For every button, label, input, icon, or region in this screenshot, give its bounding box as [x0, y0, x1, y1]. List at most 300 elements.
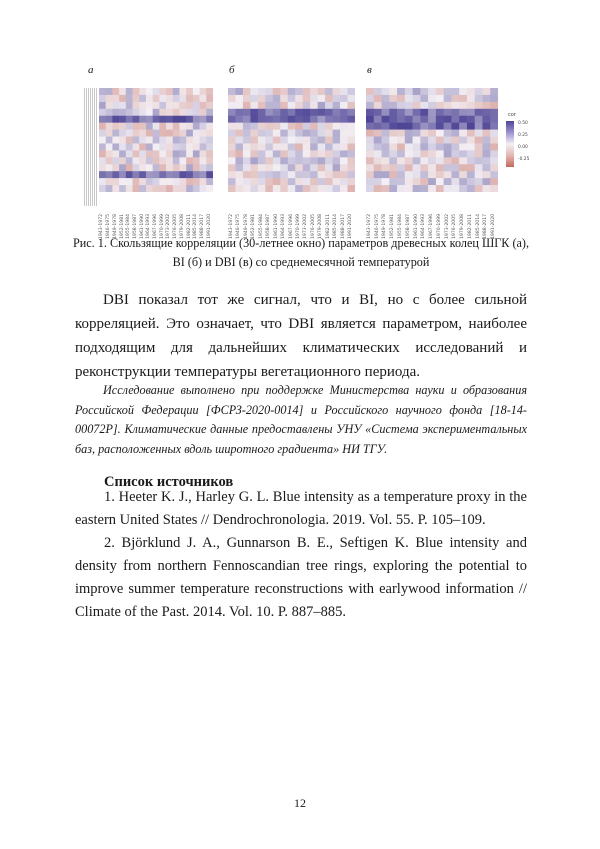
column-label: 1985-2014: [475, 213, 481, 239]
heatmap-cell: [179, 143, 186, 150]
heatmap-cell: [444, 116, 452, 123]
heatmap-cell: [413, 95, 421, 102]
heatmap-cell: [389, 116, 397, 123]
heatmap-cell: [243, 171, 251, 178]
heatmap-cell: [397, 178, 405, 185]
heatmap-cell: [467, 185, 475, 192]
caption-line-1: Рис. 1. Скользящие корреляции (30-летнее окно) параметров древесных колец ШГК (а),: [72, 236, 530, 250]
heatmap-cell: [193, 88, 200, 95]
heatmap-cell: [133, 123, 140, 130]
heatmap-cell: [475, 178, 483, 185]
heatmap-cell: [243, 143, 251, 150]
heatmap-cell: [482, 171, 490, 178]
heatmap-cell: [258, 157, 266, 164]
legend-color-bar: [506, 121, 514, 167]
heatmap-cell: [280, 130, 288, 137]
heatmap-cell: [366, 123, 374, 130]
heatmap-cell: [482, 88, 490, 95]
heatmap-cell: [119, 185, 126, 192]
heatmap-cell: [265, 137, 273, 144]
heatmap-cell: [99, 137, 106, 144]
heatmap-cell: [420, 171, 428, 178]
heatmap-cell: [265, 123, 273, 130]
heatmap-cell: [295, 109, 303, 116]
heatmap-cell: [318, 178, 326, 185]
heatmap-cell: [340, 185, 348, 192]
heatmap-cell: [374, 143, 382, 150]
heatmap-cell: [382, 164, 390, 171]
heatmap-cell: [397, 157, 405, 164]
heatmap-cell: [467, 88, 475, 95]
heatmap-cell: [228, 88, 236, 95]
heatmap-cell: [273, 157, 281, 164]
column-label: 1982-2011: [186, 213, 192, 239]
column-label: 1970-1999: [436, 213, 442, 239]
heatmap-cell: [318, 116, 326, 123]
heatmap-cell: [405, 150, 413, 157]
heatmap-cell: [459, 137, 467, 144]
row-label-mark: [84, 159, 98, 167]
heatmap-cell: [420, 116, 428, 123]
heatmap-cell: [310, 171, 318, 178]
heatmap-cell: [250, 150, 258, 157]
heatmap-cell: [413, 88, 421, 95]
heatmap-cell: [490, 95, 498, 102]
heatmap-cell: [258, 178, 266, 185]
heatmap-cell: [206, 123, 213, 130]
heatmap-cell: [206, 150, 213, 157]
heatmap-cell: [382, 137, 390, 144]
heatmap-cell: [179, 171, 186, 178]
body-paragraph: DBI показал тот же сигнал, что и BI, но с более сильной корреляцией. Это означает, что DBI является параметром, наиболее подходящим для дальнейших климатических исследований и реконструкции температуры вегетационного периода.: [75, 292, 527, 380]
heatmap-cell: [112, 164, 119, 171]
heatmap-cell: [420, 102, 428, 109]
heatmap-cell: [295, 185, 303, 192]
heatmap-cell: [273, 137, 281, 144]
heatmap-cell: [265, 109, 273, 116]
heatmap-cell: [265, 95, 273, 102]
heatmap-cell: [228, 150, 236, 157]
heatmap-cell: [413, 157, 421, 164]
heatmap-cell: [159, 171, 166, 178]
row-label-mark: [84, 183, 98, 191]
heatmap-cell: [348, 109, 355, 116]
heatmap-cell: [318, 185, 326, 192]
heatmap-cell: [475, 185, 483, 192]
heatmap-cell: [173, 88, 180, 95]
heatmap-cell: [265, 116, 273, 123]
heatmap-cell: [179, 137, 186, 144]
heatmap-cell: [318, 164, 326, 171]
heatmap-cell: [265, 185, 273, 192]
heatmap-cell: [436, 137, 444, 144]
panel-letter-b: б: [229, 64, 235, 76]
heatmap-cell: [288, 137, 296, 144]
heatmap-cell: [436, 102, 444, 109]
heatmap-cell: [389, 185, 397, 192]
heatmap-cell: [444, 143, 452, 150]
heatmap-cell: [153, 116, 160, 123]
heatmap-cell: [159, 102, 166, 109]
heatmap-cell: [295, 123, 303, 130]
heatmap-cell: [119, 164, 126, 171]
reference-item: 1. Heeter K. J., Harley G. L. Blue intensity as a temperature proxy in the eastern United States // Dendrochronologia. 2019. Vol. 55. P. 105–109.: [75, 489, 527, 528]
heatmap-cell: [325, 116, 333, 123]
heatmap-cell: [166, 109, 173, 116]
heatmap-cell: [333, 130, 341, 137]
heatmap-cell: [139, 137, 146, 144]
heatmap-cell: [159, 123, 166, 130]
heatmap-cell: [451, 95, 459, 102]
heatmap-cell: [444, 171, 452, 178]
heatmap-cell: [413, 102, 421, 109]
heatmap-cell: [374, 116, 382, 123]
heatmap-cell: [273, 185, 281, 192]
heatmap-cell: [389, 171, 397, 178]
heatmap-cell: [193, 150, 200, 157]
heatmap-cell: [159, 143, 166, 150]
heatmap-cell: [280, 150, 288, 157]
heatmap-cell: [200, 150, 207, 157]
heatmap-cell: [340, 143, 348, 150]
heatmap-cell: [106, 171, 113, 178]
heatmap-cell: [173, 95, 180, 102]
heatmap-cell: [333, 143, 341, 150]
column-label: 1946-1975: [106, 213, 112, 239]
heatmap-cell: [490, 178, 498, 185]
heatmap-cell: [250, 109, 258, 116]
column-label: 1964-1993: [146, 213, 152, 239]
heatmap-cell: [280, 157, 288, 164]
heatmap-cell: [459, 150, 467, 157]
heatmap-cell: [139, 88, 146, 95]
heatmap-cell: [186, 130, 193, 137]
heatmap-cell: [405, 109, 413, 116]
heatmap-cell: [112, 137, 119, 144]
heatmap-cell: [366, 116, 374, 123]
heatmap-cell: [436, 143, 444, 150]
heatmap-cell: [119, 137, 126, 144]
heatmap-cell: [243, 185, 251, 192]
heatmap-cell: [475, 130, 483, 137]
heatmap-cell: [186, 157, 193, 164]
heatmap-cell: [139, 150, 146, 157]
row-label-mark: [84, 120, 98, 128]
column-label: 1979-2008: [460, 213, 466, 239]
heatmap-cell: [310, 123, 318, 130]
heatmap-cell: [482, 109, 490, 116]
heatmap-cell: [382, 116, 390, 123]
heatmap-cell: [459, 109, 467, 116]
column-label: 1979-2008: [179, 213, 185, 239]
heatmap-cell: [444, 157, 452, 164]
row-label-mark: [84, 191, 98, 199]
heatmap-cell: [280, 95, 288, 102]
heatmap-cell: [112, 178, 119, 185]
heatmap-cell: [193, 137, 200, 144]
heatmap-cell: [133, 150, 140, 157]
heatmap-cell: [273, 88, 281, 95]
heatmap-cell: [126, 137, 133, 144]
heatmap-cell: [166, 185, 173, 192]
heatmap-cell: [428, 109, 436, 116]
heatmap-cell: [126, 185, 133, 192]
acknowledgement: Исследование выполнено при поддержке Министерства науки и образования Российской Федерации [ФСРЗ-2020-0014] и Российского научного фонда [18-14-00072Р]. Климатические данные предоставлены УНУ «Система экспериментальных баз, расположенных вдоль широтного градиента» НИ ТГУ.: [75, 383, 527, 456]
heatmap-cell: [325, 178, 333, 185]
column-label: 1949-1978: [243, 213, 249, 239]
heatmap-cell: [146, 137, 153, 144]
heatmap-cell: [340, 88, 348, 95]
heatmap-cell: [413, 123, 421, 130]
heatmap-cell: [310, 137, 318, 144]
heatmap-cell: [366, 137, 374, 144]
heatmap-cell: [153, 102, 160, 109]
heatmap-cell: [126, 143, 133, 150]
heatmap-cell: [206, 171, 213, 178]
heatmap-cell: [280, 88, 288, 95]
heatmap-cell: [444, 130, 452, 137]
heatmap-cell: [112, 157, 119, 164]
heatmap-cell: [318, 88, 326, 95]
heatmap-cell: [119, 102, 126, 109]
heatmap-cell: [428, 88, 436, 95]
heatmap-cell: [382, 109, 390, 116]
heatmap-cell: [459, 171, 467, 178]
heatmap-cell: [397, 150, 405, 157]
heatmap-cell: [389, 123, 397, 130]
heatmap-cell: [340, 137, 348, 144]
heatmap-cell: [451, 109, 459, 116]
heatmap-cell: [228, 102, 236, 109]
heatmap-cell: [112, 102, 119, 109]
heatmap-cell: [467, 143, 475, 150]
heatmap-cell: [333, 157, 341, 164]
heatmap-cell: [106, 143, 113, 150]
heatmap-cell: [482, 150, 490, 157]
heatmap-cell: [119, 95, 126, 102]
heatmap-cell: [374, 185, 382, 192]
heatmap-cell: [467, 123, 475, 130]
heatmap-cell: [228, 95, 236, 102]
heatmap-cell: [366, 157, 374, 164]
column-label: 1961-1990: [139, 213, 145, 239]
heatmap-cell: [413, 171, 421, 178]
heatmap-cell: [451, 185, 459, 192]
column-label: 1991-2020: [491, 213, 497, 239]
heatmap-cell: [303, 171, 311, 178]
heatmap-cell: [325, 157, 333, 164]
heatmap-cell: [436, 130, 444, 137]
heatmap-cell: [193, 178, 200, 185]
heatmap-cell: [99, 123, 106, 130]
heatmap-cell: [318, 102, 326, 109]
heatmap-cell: [106, 150, 113, 157]
column-label: 1955-1984: [258, 213, 264, 239]
heatmap-cell: [280, 102, 288, 109]
heatmap-cell: [475, 116, 483, 123]
heatmap-cell: [451, 88, 459, 95]
heatmap-cell: [348, 95, 355, 102]
heatmap-cell: [295, 164, 303, 171]
heatmap-cell: [405, 123, 413, 130]
heatmap-cell: [243, 123, 251, 130]
heatmap-cell: [200, 178, 207, 185]
heatmap-cell: [106, 95, 113, 102]
heatmap-cell: [119, 157, 126, 164]
heatmap-cell: [166, 95, 173, 102]
heatmap-cell: [413, 150, 421, 157]
heatmap-cell: [475, 164, 483, 171]
heatmap-cell: [273, 109, 281, 116]
heatmap-cell: [325, 109, 333, 116]
heatmap-cell: [288, 178, 296, 185]
heatmap-cell: [173, 143, 180, 150]
heatmap-cell: [482, 123, 490, 130]
heatmap-cell: [153, 157, 160, 164]
heatmap-cell: [405, 95, 413, 102]
heatmap-cell: [139, 143, 146, 150]
heatmap-cell: [303, 95, 311, 102]
heatmap-cell: [444, 178, 452, 185]
heatmap-cell: [139, 130, 146, 137]
heatmap-cell: [397, 130, 405, 137]
heatmap-cell: [333, 116, 341, 123]
heatmap-cell: [265, 130, 273, 137]
heatmap-cell: [250, 157, 258, 164]
heatmap-cell: [133, 102, 140, 109]
heatmap-cell: [99, 185, 106, 192]
heatmap-cell: [459, 123, 467, 130]
heatmap-cell: [200, 123, 207, 130]
heatmap-cell: [166, 143, 173, 150]
heatmap-cell: [348, 102, 355, 109]
heatmap-cell: [193, 185, 200, 192]
heatmap-cell: [310, 143, 318, 150]
heatmap-cell: [153, 171, 160, 178]
heatmap-cell: [482, 137, 490, 144]
column-label: 1988-2017: [483, 213, 489, 239]
heatmap-cell: [193, 102, 200, 109]
heatmap-cell: [451, 164, 459, 171]
heatmap-cell: [475, 102, 483, 109]
column-label: 1970-1999: [296, 213, 301, 239]
heatmap-cell: [340, 150, 348, 157]
heatmap-cell: [405, 185, 413, 192]
heatmap-cell: [413, 143, 421, 150]
heatmap-cell: [340, 171, 348, 178]
heatmap-cell: [126, 116, 133, 123]
heatmap-cell: [397, 143, 405, 150]
heatmap-cell: [258, 185, 266, 192]
heatmap-cell: [340, 102, 348, 109]
heatmap-cell: [173, 130, 180, 137]
heatmap-cell: [475, 95, 483, 102]
heatmap-cell: [139, 157, 146, 164]
heatmap-cell: [146, 157, 153, 164]
column-label: 1985-2014: [333, 213, 339, 239]
heatmap-cell: [106, 178, 113, 185]
heatmap-cell: [428, 102, 436, 109]
heatmap-cell: [126, 102, 133, 109]
heatmap-cell: [382, 185, 390, 192]
heatmap-cell: [325, 171, 333, 178]
heatmap-cell: [413, 130, 421, 137]
heatmap-cell: [467, 178, 475, 185]
heatmap-cell: [436, 171, 444, 178]
heatmap-cell: [451, 150, 459, 157]
heatmap-cell: [310, 102, 318, 109]
heatmap-cell: [288, 95, 296, 102]
heatmap-cell: [348, 185, 355, 192]
heatmap-cell: [265, 88, 273, 95]
heatmap-cell: [389, 157, 397, 164]
heatmap-cell: [200, 95, 207, 102]
heatmap-cell: [482, 102, 490, 109]
heatmap-cell: [467, 171, 475, 178]
heatmap-cell: [126, 95, 133, 102]
heatmap-cell: [444, 137, 452, 144]
heatmap-cell: [288, 88, 296, 95]
heatmap-cell: [173, 137, 180, 144]
heatmap-cell: [159, 116, 166, 123]
heatmap-cell: [428, 95, 436, 102]
heatmap-cell: [206, 116, 213, 123]
heatmap-cell: [235, 95, 243, 102]
heatmap-cell: [467, 116, 475, 123]
heatmap-cell: [173, 109, 180, 116]
heatmap-cell: [382, 178, 390, 185]
heatmap-cell: [280, 143, 288, 150]
heatmap-cell: [186, 123, 193, 130]
heatmap-cell: [405, 88, 413, 95]
heatmap-cell: [459, 95, 467, 102]
heatmap-cell: [133, 171, 140, 178]
heatmap-cell: [389, 178, 397, 185]
heatmap-cell: [193, 109, 200, 116]
heatmap-cell: [206, 88, 213, 95]
heatmap-cell: [126, 171, 133, 178]
heatmap-cell: [139, 95, 146, 102]
heatmap-cell: [280, 137, 288, 144]
heatmap-cell: [139, 109, 146, 116]
heatmap-cell: [310, 157, 318, 164]
row-label-mark: [84, 151, 98, 159]
heatmap-cell: [206, 157, 213, 164]
heatmap-cell: [179, 102, 186, 109]
column-label: 1976-2005: [310, 213, 316, 239]
heatmap-cell: [420, 123, 428, 130]
column-label: 1949-1978: [112, 213, 118, 239]
heatmap-cell: [310, 164, 318, 171]
heatmap-cell: [193, 164, 200, 171]
heatmap-cell: [153, 178, 160, 185]
heatmap-cell: [139, 164, 146, 171]
heatmap-cell: [179, 178, 186, 185]
column-label: 1955-1984: [397, 213, 403, 239]
heatmap-cell: [228, 137, 236, 144]
heatmap-cell: [139, 185, 146, 192]
heatmap-cell: [436, 150, 444, 157]
heatmap-cell: [303, 88, 311, 95]
heatmap-cell: [133, 116, 140, 123]
heatmap-cell: [459, 164, 467, 171]
heatmap-cell: [295, 137, 303, 144]
heatmap-cell: [243, 137, 251, 144]
heatmap-cell: [475, 150, 483, 157]
heatmap-cell: [112, 123, 119, 130]
heatmap-cell: [119, 130, 126, 137]
heatmap-cell: [303, 102, 311, 109]
